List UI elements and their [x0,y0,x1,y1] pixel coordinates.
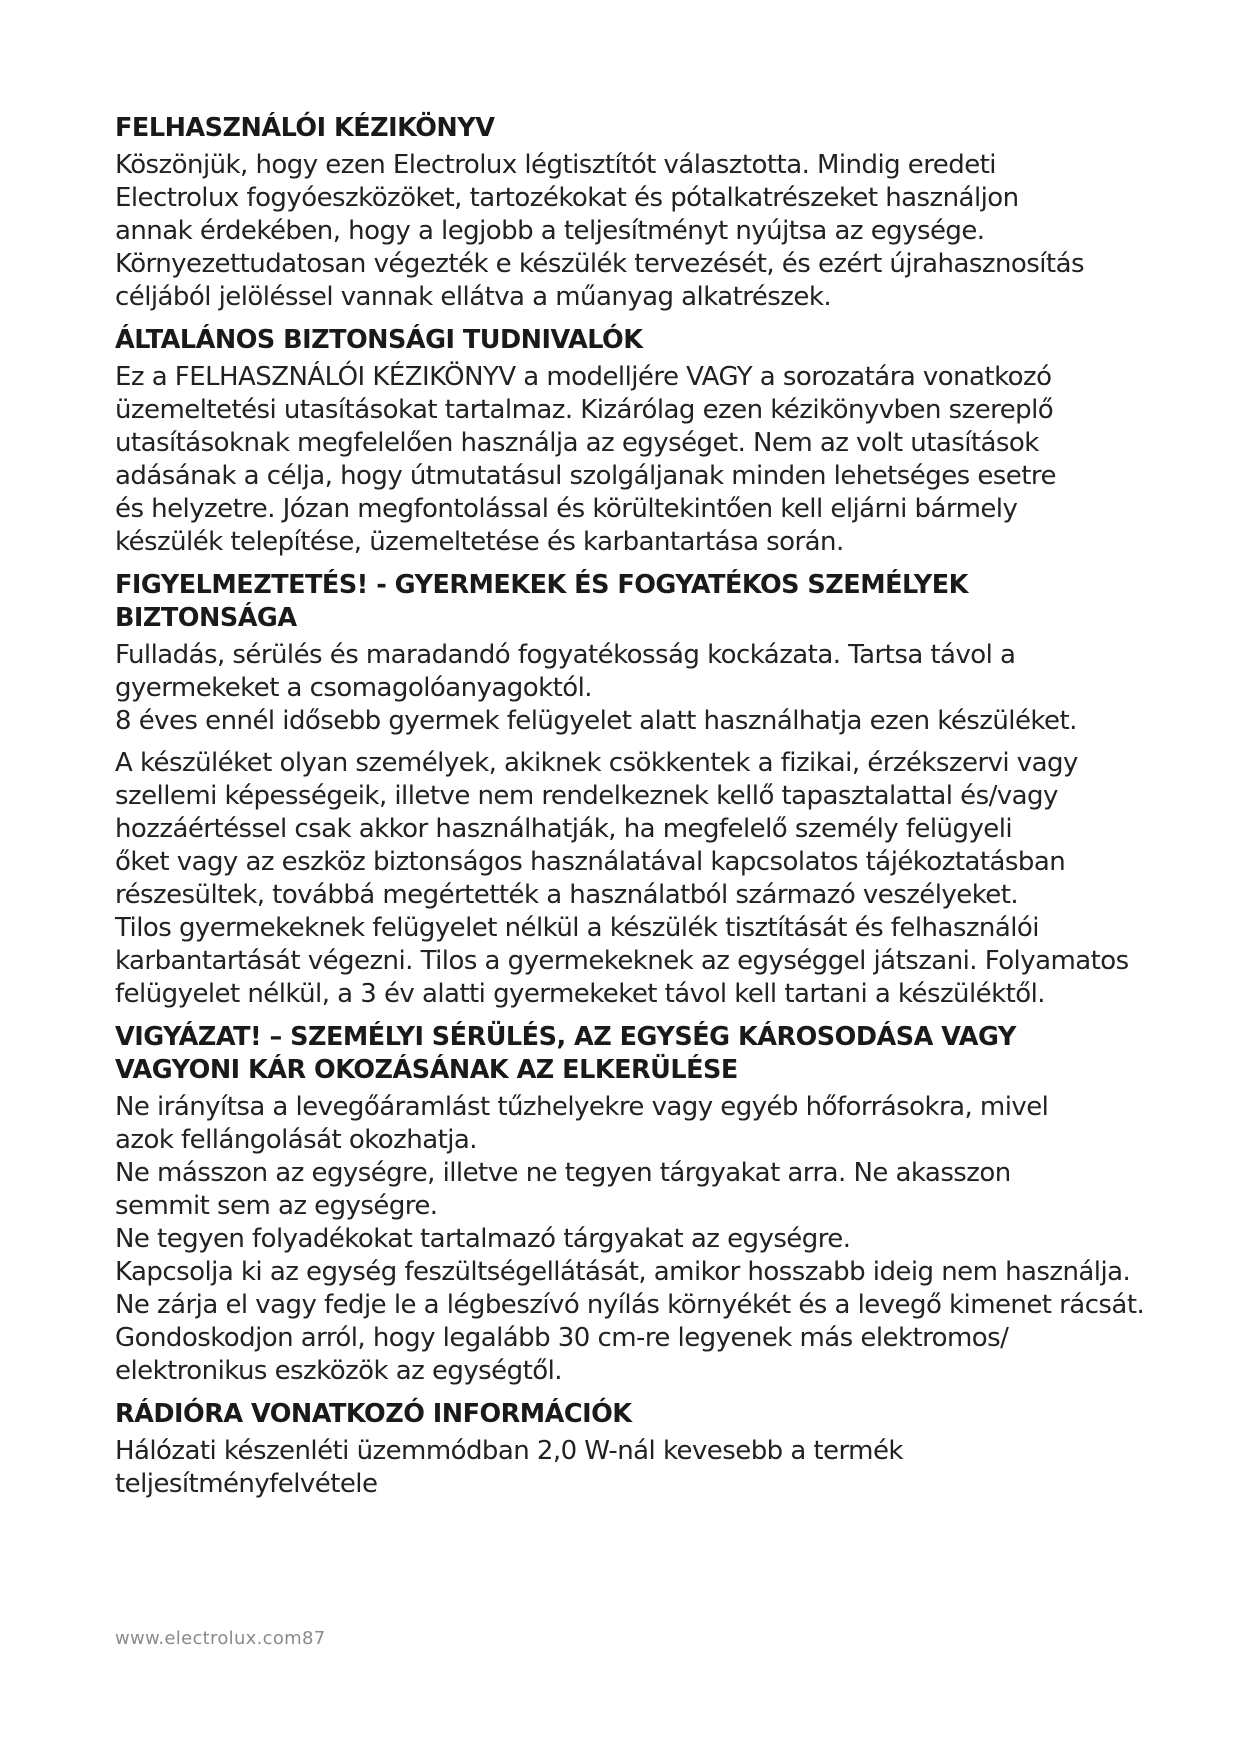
text-line: Tilos gyermekeknek felügyelet nélkül a készülék tisztítását és felhasználói [115,913,1039,943]
section-caution [115,1021,1145,1388]
text-line: semmit sem az egységre. [115,1191,438,1221]
text-line: gyermekeket a csomagolóanyagoktól. [115,673,592,703]
text-line: elektronikus eszközök az egységtől. [115,1356,562,1386]
text-line: felügyelet nélkül, a 3 év alatti gyermekeket távol kell tartani a készüléktől. [115,979,1045,1009]
text-line: annak érdekében, hogy a legjobb a teljesítményt nyújtsa az egysége. [115,216,985,246]
text-line: Ne tegyen folyadékokat tartalmazó tárgyakat az egységre. [115,1224,851,1254]
heading-line: VAGYONI KÁR OKOZÁSÁNAK AZ ELKERÜLÉSE [115,1055,738,1085]
text-line: szellemi képességeik, illetve nem rendelkeznek kellő tapasztalattal és/vagy [115,781,1058,811]
heading-line: FIGYELMEZTETÉS! - GYERMEKEK ÉS FOGYATÉKOS SZEMÉLYEK [115,570,968,600]
text-line: Electrolux fogyóeszközöket, tartozékokat és pótalkatrészeket használjon [115,183,1019,213]
text-line: és helyzetre. Józan megfontolással és körültekintően kell eljárni bármely [115,494,1018,524]
page-footer: www.electrolux.com87 [115,1628,326,1649]
text-line: Ne irányítsa a levegőáramlást tűzhelyekre vagy egyéb hőforrásokra, mivel [115,1092,1049,1122]
text-line: készülék telepítése, üzemeltetése és karbantartása során. [115,527,844,557]
paragraph [115,1091,1145,1388]
heading-line: VIGYÁZAT! – SZEMÉLYI SÉRÜLÉS, AZ EGYSÉG KÁROSODÁSA VAGY [115,1022,1016,1052]
paragraph [115,149,1145,314]
text-line: hozzáértéssel csak akkor használhatják, ha megfelelő személy felügyeli [115,814,1013,844]
section-user-manual [115,112,1145,314]
text-line: Hálózati készenléti üzemmódban 2,0 W-nál kevesebb a termék [115,1436,903,1466]
text-line: A készüléket olyan személyek, akiknek csökkentek a fizikai, érzékszervi vagy [115,748,1078,778]
text-line: Kapcsolja ki az egység feszültségellátását, amikor hosszabb ideig nem használja. [115,1257,1131,1287]
section-radio-info [115,1398,1145,1501]
section-heading [115,569,1145,635]
text-line: Ez a FELHASZNÁLÓI KÉZIKÖNYV a modelljére VAGY a sorozatára vonatkozó [115,362,1052,392]
paragraph [115,639,1145,738]
text-line: adásának a célja, hogy útmutatásul szolgáljanak minden lehetséges esetre [115,461,1056,491]
text-line: részesültek, továbbá megértették a használatból származó veszélyeket. [115,880,1019,910]
text-line: Fulladás, sérülés és maradandó fogyatékosság kockázata. Tartsa távol a [115,640,1016,670]
section-heading [115,112,1145,145]
section-children-warning [115,569,1145,1011]
text-line: Ne másszon az egységre, illetve ne tegyen tárgyakat arra. Ne akasszon [115,1158,1011,1188]
text-line: Ne zárja el vagy fedje le a légbeszívó nyílás környékét és a levegő kimenet rácsát. [115,1290,1145,1320]
section-heading [115,324,1145,357]
text-line: 8 éves ennél idősebb gyermek felügyelet alatt használhatja ezen készüléket. [115,706,1077,736]
text-line: Gondoskodjon arról, hogy legalább 30 cm-re legyenek más elektromos/ [115,1323,1009,1353]
manual-page [115,112,1145,1501]
section-heading [115,1398,1145,1431]
text-line: utasításoknak megfelelően használja az egységet. Nem az volt utasítások [115,428,1039,458]
text-line: teljesítményfelvétele [115,1469,378,1499]
heading-line: ÁLTALÁNOS BIZTONSÁGI TUDNIVALÓK [115,325,643,355]
heading-line: BIZTONSÁGA [115,603,297,633]
text-line: Környezettudatosan végezték e készülék tervezését, és ezért újrahasznosítás [115,249,1084,279]
text-line: üzemeltetési utasításokat tartalmaz. Kizárólag ezen kézikönyvben szereplő [115,395,1054,425]
section-general-safety [115,324,1145,559]
text-line: karbantartását végezni. Tilos a gyermekeknek az egységgel játszani. Folyamatos [115,946,1129,976]
heading-line: FELHASZNÁLÓI KÉZIKÖNYV [115,113,495,143]
text-line: Köszönjük, hogy ezen Electrolux légtisztítót választotta. Mindig eredeti [115,150,996,180]
text-line: céljából jelöléssel vannak ellátva a műanyag alkatrészek. [115,282,832,312]
paragraph [115,747,1145,1011]
section-heading [115,1021,1145,1087]
text-line: őket vagy az eszköz biztonságos használatával kapcsolatos tájékoztatásban [115,847,1066,877]
heading-line: RÁDIÓRA VONATKOZÓ INFORMÁCIÓK [115,1399,632,1429]
paragraph [115,1435,1145,1501]
text-line: azok fellángolását okozhatja. [115,1125,477,1155]
paragraph [115,361,1145,559]
